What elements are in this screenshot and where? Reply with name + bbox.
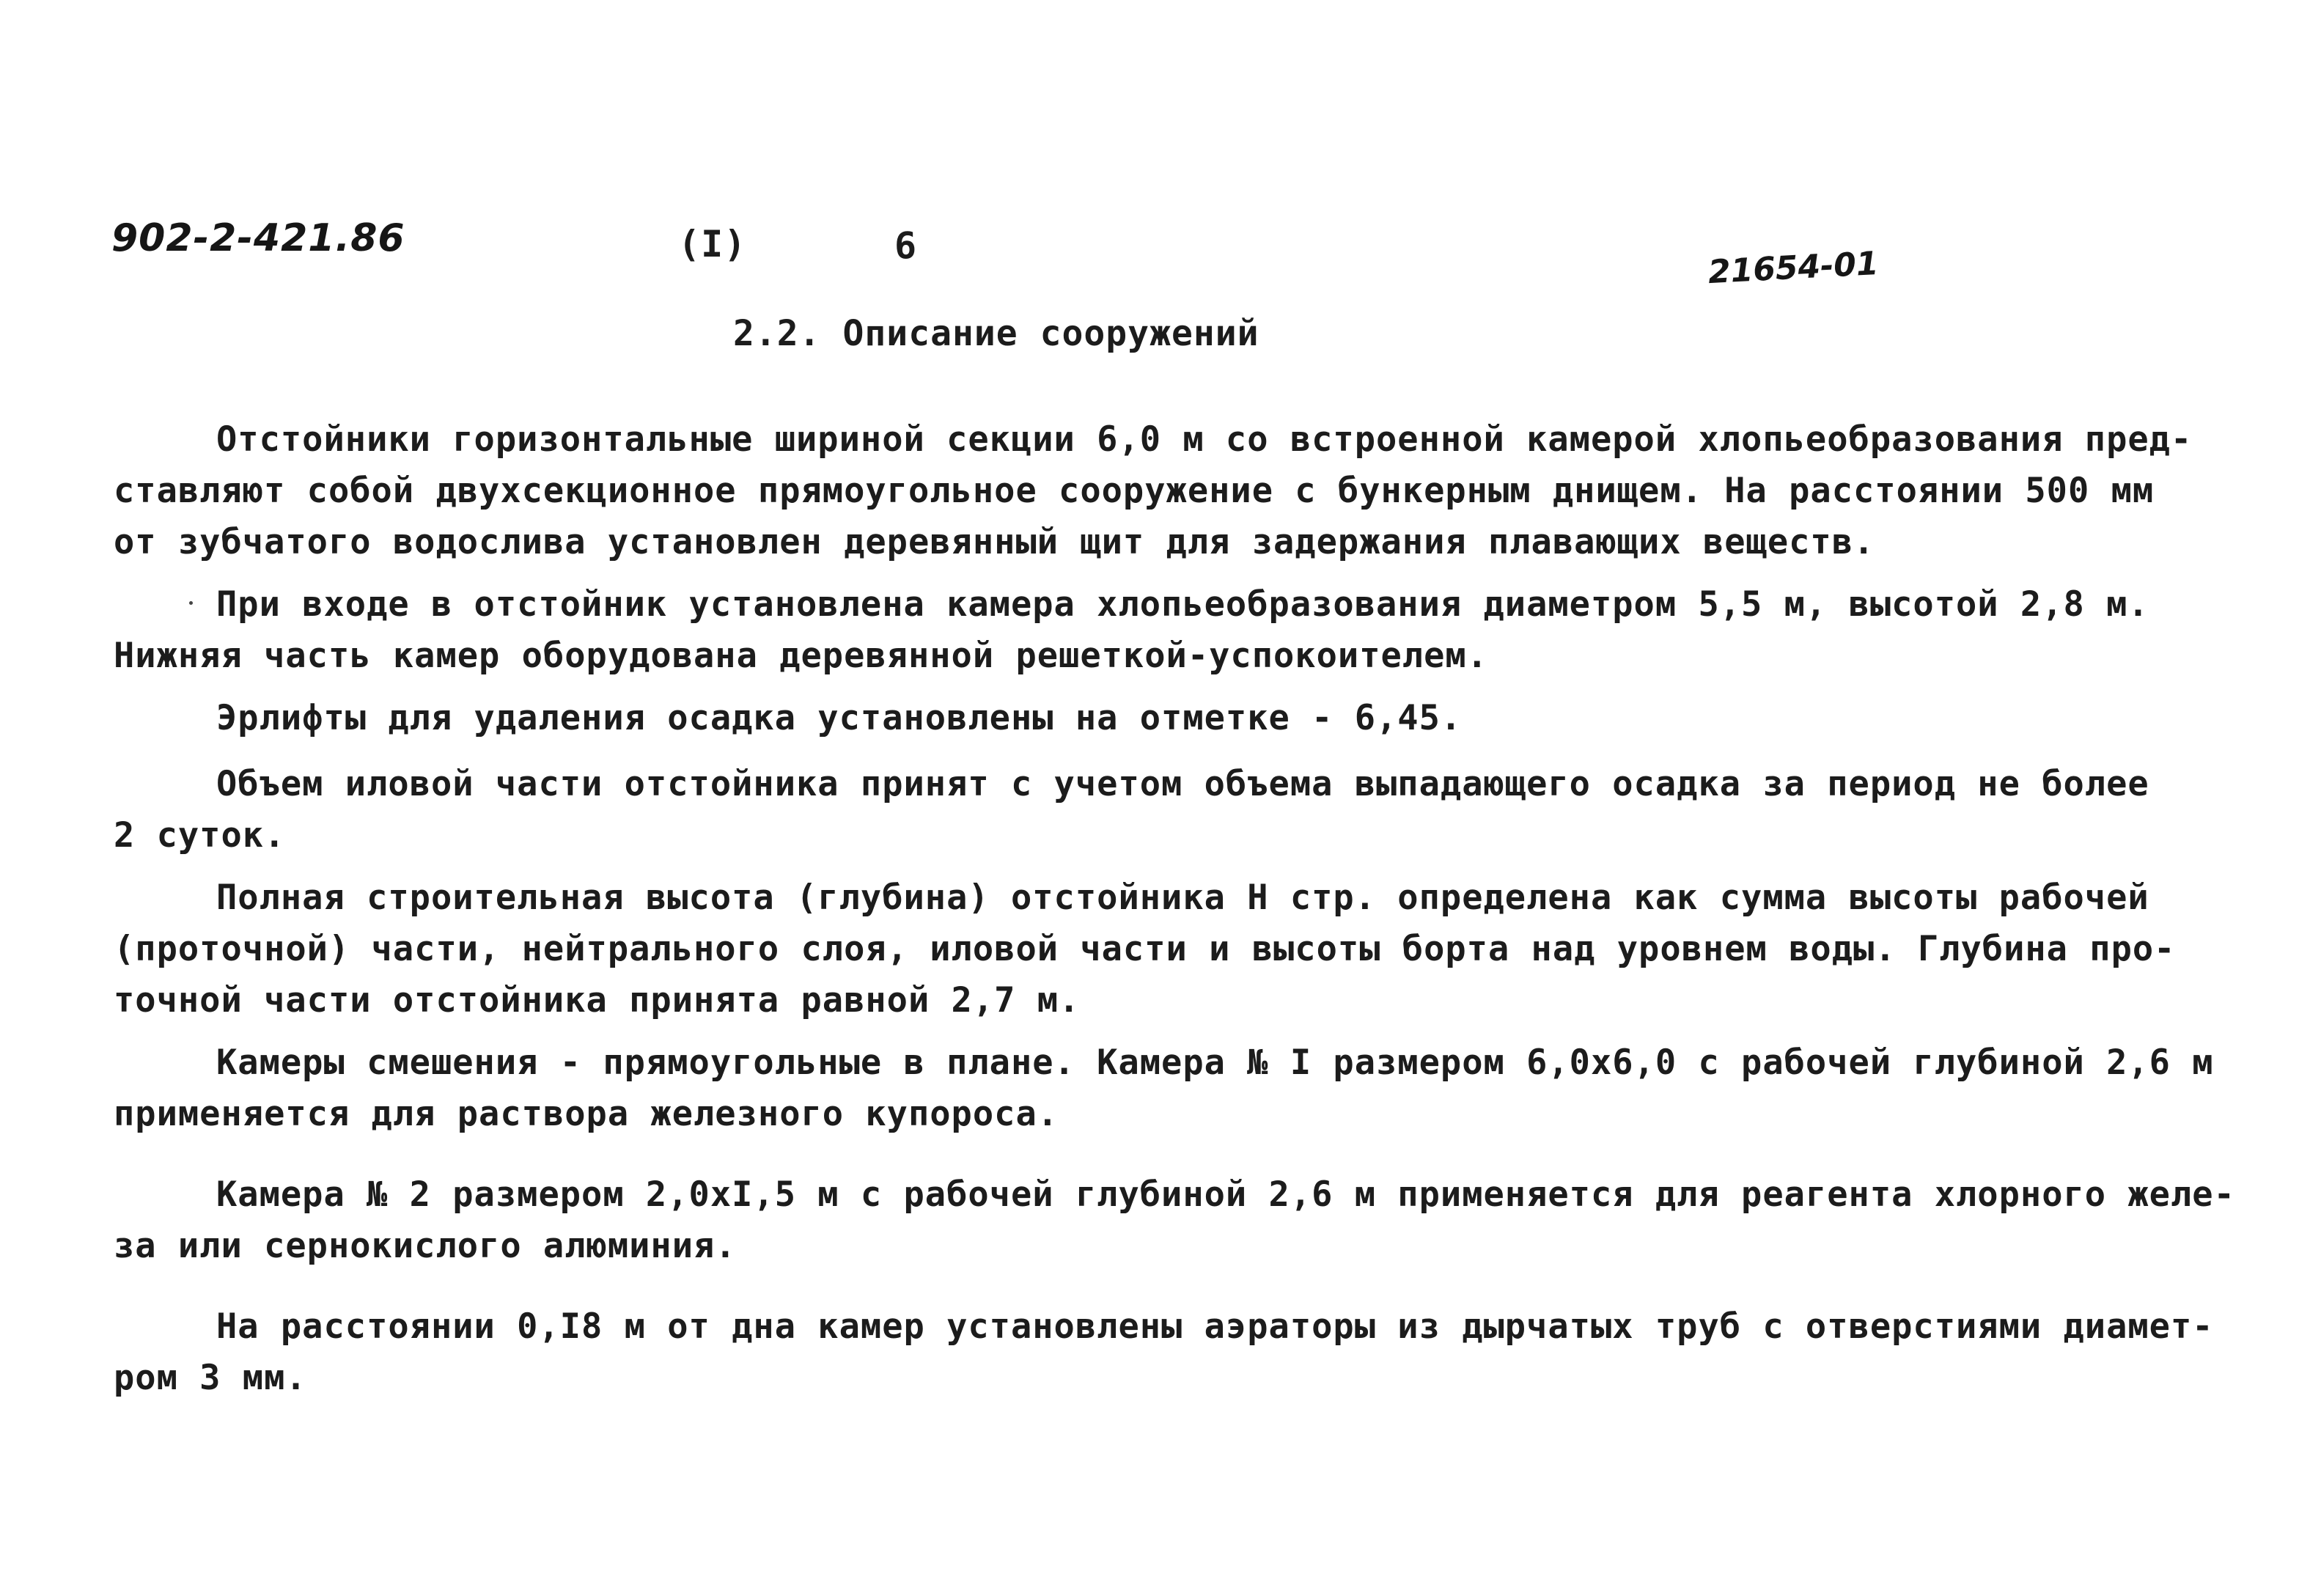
paragraph-4-line-2: 2 суток. [114,815,286,856]
paragraph-8-line-1: На расстоянии 0,I8 м от дна камер установлены аэраторы из дырчатых труб с отверстиями диамет- [216,1306,2214,1347]
document-code: 902-2-421.86 [111,216,405,260]
paragraph-8-line-2: ром 3 мм. [114,1358,307,1398]
paragraph-7-line-2: за или сернокислого алюминия. [114,1226,737,1266]
page-number: 6 [894,224,918,267]
paragraph-1-line-1: Отстойники горизонтальные шириной секции 6,0 м со встроенной камерой хлопьеобразования пред- [216,419,2193,460]
paragraph-3-line-1: Эрлифты для удаления осадка установлены на отметке - 6,45. [216,698,1463,738]
section-number: (I) [678,223,747,265]
paragraph-6-line-2: применяется для раствора железного купороса. [114,1094,1059,1134]
paragraph-5-line-3: точной части отстойника принята равной 2,7 м. [114,980,1081,1021]
paragraph-2-line-2: Нижняя часть камер оборудована деревянной решеткой-успокоителем. [114,636,1488,676]
paragraph-1-line-2: ставляют собой двухсекционное прямоугольное сооружение с бункерным днищем. На расстоянии 500 мм [114,471,2155,511]
section-title: 2.2. Описание сооружений [733,313,1259,354]
paragraph-2-line-1: При входе в отстойник установлена камера хлопьеобразования диаметром 5,5 м, высотой 2,8 м. [216,584,2149,625]
paragraph-5-line-2: (проточной) части, нейтрального слоя, иловой части и высоты борта над уровнем воды. Глубина про- [114,929,2176,969]
handwritten-reference: 21654-01 [1707,244,1880,292]
paragraph-7-line-1: Камера № 2 размером 2,0хI,5 м с рабочей глубиной 2,6 м применяется для реагента хлорного желе- [216,1174,2235,1215]
paragraph-6-line-1: Камеры смешения - прямоугольные в плане. Камера № I размером 6,0х6,0 с рабочей глубиной 2,6 м [216,1042,2214,1083]
paragraph-1-line-3: от зубчатого водослива установлен деревянный щит для задержания плавающих веществ. [114,522,1875,562]
paragraph-4-line-1: Объем иловой части отстойника принят с учетом объема выпадающего осадка за период не более [216,764,2149,804]
stray-mark [189,601,193,605]
paragraph-5-line-1: Полная строительная высота (глубина) отстойника H стр. определена как сумма высоты рабочей [216,878,2149,918]
